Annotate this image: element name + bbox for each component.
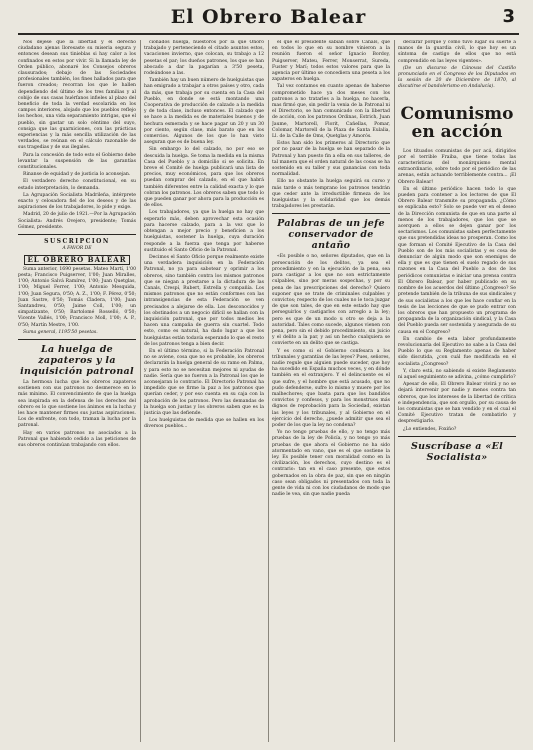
column-3 — [272, 40, 390, 744]
article-paragraph: Madrid, 20 de julio de 1921.—Por la Agrupación Socialista: Andrés Ovejero, presidente; Tomás Gómez, presidente. — [18, 212, 136, 230]
article-paragraph: La Agrupación Socialista Madrileña, intérprete exacto y celosadora fiel de los deseos y de las aspiraciones de los trabajadores, lo pide y exige. — [18, 192, 136, 211]
article-paragraph: Estos han sido los primeros al Directorio que por no pasar de la huelga se han separado de la Patronal y han puesto fin a ella en sus talleres, de tal manera que el orden natural de las cosas se ha sostenido en su taller y sus ganancias con toda normalidad. — [272, 141, 390, 178]
subscription-heading: SUSCRIPCION — [44, 238, 110, 246]
masthead — [18, 6, 519, 32]
article-paragraph: El verdadero derecho constitucional, en su estado interpretación, lo demanda. — [18, 179, 136, 191]
article-paragraph: En el último periódico hacen todo lo que pueden para contener a los lectores de que El Obrero Balear transmite su propaganda. ¿Cómo se explicaba esto? Solo se puede ver en el deseo de la Dirección comunista de que en una parte al menos de los trabajadores, que los que se acerquen a ellos se dejen ganar por los sectarismos. Los comunistas saben perfectamente que sus pretendidas ideas no prosperan. Como los que forman el Comité Ejecutivo de la Casa del Pueblo son de los más socialistas y es cosa de denunciar de algún modo que son enemigos de ella y que es que tienen el suelo regado de sus razones en la Casa del Pueblo a dos de los periódicos comunistas e iniciar una prensa contra El Obrero Balear, por haber publicado en su nombre de los acuerdos del último ¿Congreso? Se pretende también de la tribuna de sus sindicales y de sus socialistas a los que les hace confiar en la tesis de las lecciones de que se pudo entrar con los obreros que han propuesto un programa de propaganda de la organización sindical, y la Casa del Pueblo pueda ser sostenida y asegurada de su causa en el Congreso? — [398, 186, 516, 335]
newspaper-title: El Obrero Balear — [170, 6, 367, 28]
subscription-paper-name: EL OBRERO BALEAR — [24, 255, 130, 265]
article-paragraph: En cambio de esta labor profundamente revolucionaria del Ejecutivo no sabe a la Casa del Pueblo lo que su Reglamento apenas de haber sido discutida, ¿con cuál fue modificada en el socialista ¿Congreso? — [398, 336, 516, 367]
article-paragraph: También hay un buen número de huelguistas que han emigrado a trabajar a otros países y otro, cada da más, que trabaja por su cuenta en la Casa del Pueblo, en donde se está montando una Cooperativa de producción de calzado a la medida y de toda clase, incluso entonces. El calzado que se hace a la medida es de materiales buenos y de hechura esmerada y se hace pagar un 20 y un 30 por ciento, según clase, más barato que en los comercios. Algunos de los que lo han visto aseguran que es de buena ley. — [144, 78, 264, 146]
column-divider — [268, 40, 269, 742]
article-paragraph: Decimos el Santo Oficio porque realmente existe una verdadera inquisición en la Federación Patronal, no ya para sabotear y oprimir a los obreros, sino también contra los mismos patronos que se niegan a prestarse a la dictadura de las Canals, Crespí, Rubert, Estrella y compañía. Los mismos patronos que no están conformes con las intransigencias de esta Federación se ven precisados a alejarse de ella. Los desconocidos y los obstinados a un negocio difícil se hallan con la inquisición patronal, que por todos medios les hacen una campaña de guerra sin cuartel. Todo esto, como es natural, ha dado lugar a que los huelguistas están todavía esperando lo que el resto de los patronos tenga a bien decir. — [144, 254, 264, 347]
column-divider — [394, 40, 395, 742]
article-paragraph: Los huelguistas de medida que se hallen en los diversos pueblos... — [144, 418, 264, 430]
subscription-total: Suma general, 1195'50 pesetas. — [23, 329, 98, 335]
column-4 — [398, 40, 516, 744]
article-headline: Comunismo en acción — [400, 103, 514, 142]
article-paragraph: Apesar de ello, El Obrero Balear vivirá y no se dejará intervenir por nadie y menos contra tan obreros, que los intereses de la libertad de crítica e independencia, que son orgullo, por su causa de los comunistas que se han vendido y en el cual el Comité Ejecutivo tratan de combatirlo y desprestigiarlo. — [398, 382, 516, 425]
quote-source: (De un discurso de Cánovas del Castillo pronunciado en el Congreso de los Diputados en la sesión de 20 de Diciembre de 1870, al discutirse el bandolerismo en Andalucía). — [398, 65, 516, 90]
section-rule — [18, 339, 136, 340]
section-rule — [272, 213, 390, 214]
section-rule — [18, 234, 136, 235]
article-paragraph: Sin embargo lo del calzado, no por eso se descuida la huelga. Se toma la medida en la misma Casa del Pueblo y a domicilio si se solicita. En breve el Comité de huelga publicará una lista de precios, muy económicos, para que los obreros puedan comprar del calzado, en el que habrá también diferentes entre la calidad exacta y lo que cobran los patronos. Los obreros saben que todo lo que pueden ganar por ahora para la producción es de ellos. — [144, 147, 264, 209]
article-paragraph: Y, claro está, no sabiendo si existe Reglamento ni aquel seguimiento se adivina, ¿cómo cumplirlo? — [398, 368, 516, 380]
quote-paragraph: declarar porque y como tuvo lugar su suerte a manos de la guardia civil, lo que hoy es un síntoma de castigo de ellos que no está comprendido en las leyes vigentes». — [398, 40, 516, 64]
article-headline: La huelga de zapateros y la inquisición patronal — [20, 343, 134, 377]
article-paragraph: ¿Lo entiendes, Foxiño? — [403, 426, 457, 432]
article-paragraph: cionados huelga, huéstoros por la que Oñoro trabajado y perteneciendo el citado asuntos estos, vacaciones invierno, que colocan, su trabajo a 12 pesetas el par; los dueños patrones, los que se han abocado a dar la pagarían a 3'50 peseta, rodeándose a las. — [144, 40, 264, 77]
article-paragraph: Ello no obstante la huelga seguirá su curso y más tarde o más temprano los patronos tendrán que ceder ante la irreductible firmeza de los huelguistas y la solidaridad que los demás trabajadores les prestarán. — [272, 179, 390, 210]
article-headline: Palabras de un jefe conservador de antaño — [277, 218, 385, 252]
column-divider — [140, 40, 141, 742]
section-rule — [398, 436, 516, 437]
subscribe-notice: Suscríbase a «El Socialista» — [410, 440, 504, 463]
article-paragraph: En el último término, si la Federación Patronal no se aviene, cosa que no es probable, los obreros declararán la huelga general de su ramo en Palma, y para esto no se necesitan mejores ni ayudas de nadie. Sería que no fueron a la Patronal los que le aconsejaran lo contrario. El Directorio Patronal ha impedido que se firme la paz a los patronos que querían ceder, y por eso cuenta en su caja con la aprobación de los patronos. Pero las demandas de la huelga son justas y los obreros saben que es la justicia que las defiende. — [144, 348, 264, 416]
column-1 — [18, 40, 136, 744]
article-paragraph: Nos dejese que la libertad y el derecho ciudadano ajenas lloresaste su miseria segura y entonces desean sus tinieblas si hay calor a los confinados en estos por vivir. Si la llamada ley de Orden público, abonaré los Consejos obreros clausurados; debajo de las Sociedades profesionales también, los fines hallados para que fueron creados; recorran los que le hallen dependiendo del último de los tres familias y al cobijo de sus casas huérfanos infieles al plazo del beneficio de toda la verdad escolarida en los campos interiores, alojado que los pueblos reflejo los hechos, una vida separamiento intrigas, que el pueblo, sin gastar un solo céntimo del suyo, consiga que las guarniciones, con las prácticas experiencias y la más sencilla utilización de las verdades, se reúnan en el cálculo razonable de sus tragedias y de sus ilegales. — [18, 40, 136, 151]
masthead-rule — [18, 33, 519, 35]
subscription-subheading: A FAVOR DE — [62, 246, 92, 252]
quote-paragraph: «Es posible o no, señores diputados, que en la persecución de los delitos, ya sea el procedimiento y en la ejecución de la pena, sea para castigar a los que no son estrictamente culpables, sino por meras sospechas, y por su pena de las prescripciones del derecho? Quiero suponer que se trate de criminales culpables y convictos; respecto de los cuales no le toca juzgar de que son tales, de que en este estado hay que perseguirlos y castigarlos con arreglo a la ley; pero es que de un modo u otro se deja a la autoridad. Tales como sucede, algunos vienen con pena, pero sin el debido procedimiento, sin juicio y el delito a la par, y así un hecho cualquiera se convierte en un delito que se castiga. — [272, 254, 390, 347]
article-paragraph: Para la concesión de todo esto el Gobierno debe levantar la suspensión de las garantías constitucionales. — [18, 152, 136, 171]
quote-paragraph: Yo no tengo pruebas de ello, y no tengo más pruebas de la ley de Policía, y no tengo yo más pruebas de que ahora el Gobierno no ha sido atormentado en vano, que es el que sostiene la ley. Es posible tener con moralidad como en la civilización, los derechos, cuyo destino es el contrario: tan en el caso presente, que estos gobernados en la obra de paz, sin que en ningún caso sean obligados ni presentados con toda la gente de vida ni con los ciudadanos de modo que nadie le vea, sin que nadie pueda — [272, 430, 390, 498]
article-paragraph: Tal vez contamos en cuanto apenas de haberse comprometido hace ya dos meses con los patronos a no tratarles a la huelga, no hacerla, mas firmó que, sin pedir la venia de la Patronal ni el Directorio, se han comunicado con la libertad de acción, con los patronos Ordinas, Estrich, Juan Jaume, Martorell, Florit, Cañellas, Pomar, Colomar, Martorell de la Plaza de Santa Eulalia, Ll. de la Calle de Oms, Quetglas y Amorós. — [272, 84, 390, 140]
page-number: 3 — [502, 6, 515, 27]
subscription-list: Suma anterior, 1690 pesetas. Mateo Martí, 1'00 pesta; Francisco Puigserver, 1'00; Juan Miralles, 1'00; Antonio Salvá Ramírez, 1'00; Juan Quetglas, 1'00; Miguel Ferrer, 1'00; Antonio Mesquida, 1'00; Juan Segura, 0'50; A. Z., 1'00; F. Pérez, 0'50; Juan Sastre, 0'50; Tomás Cladera, 1'00; Juan Santandreu, 0'50; Jaime Coll, 1'00; un simpatizante, 0'50; Bartolomé Rosselló, 0'50; Vicente Vallés, 1'00; Francisco Moll, 1'00; A. P., 0'50; Martín Mestre, 1'00. — [18, 266, 136, 328]
article-paragraph: La hermosa lucha que los obreros zapateros sostienen con sus patronos no desmerece en lo más mínimo. El convencimiento de que la huelga sea inspirada en la defensa de los derechos del obrero es lo que sostiene los ánimos en la lucha y les hace mantener firmes sus justas aspiraciones. Los de enfrente, con todo, traman la lucha por la patronal. — [18, 379, 136, 429]
article-paragraph: Los tituados comunistas de por acá, dirigidos por el terrible Fraiba, que tiene todas las características del monárquismo mental extraordinario, sobre todo por el periódico de las arenas, están actuando terriblemente contra... ¡El Obrero Balear! — [398, 148, 516, 185]
quote-paragraph: Y es como si el Gobierno confesara a los tribunales y garantías de las leyes? Pues, señores, nadie regule que alguien puede suceder, que hoy ha sucedido en España muchos veces, y en dónde también en el extranjero. Y el delincuente es el que sufre, y el hombre que está acusado, que no pudo defenderse, sufre lo mismo y muere por los malhechores; que basta para que los bandidos convictos y confesos, y para los monstruos más dignos de reprobación para la Sociedad, existan las leyes y los tribunales, y al Gobierno en el ejercicio del derecho, ¿puede admitir que sea el poder de los que la ley no condena? — [272, 348, 390, 428]
article-paragraph: Los trabajadores, ya que la huelga no hay que esperarlo más, deben aprovechar esta ocasión para hacerse calzado, para a la vez que lo obtengan a mejor precio y beneficien a los huelguistas, sostener la huelga, cuya duración responde a la fuerza que tenga por haberse sustituido el Santo Oficio de la Patronal. — [144, 210, 264, 253]
column-2 — [144, 40, 264, 744]
article-paragraph: Hay en varios patronos no asociados a la Patronal que habiendo cedido a las peticiones de sus obreros continúan trabajando con ellos. — [18, 430, 136, 448]
article-paragraph: el que el presidente sabían sobre Canals, que en todos lo que en su nombre vinieron a la reunión fueron el señor Ignacio Bordoy, Puigserver, Mateu, Ferrer, Monserrat, Sureda, Fuster y Marí; todos estos valores para que la agencia por último se concediera una peseta a los zapateros en huelga. — [272, 40, 390, 83]
article-paragraph: Rinanse de equidad y de justicia lo aconsejan. — [23, 172, 131, 178]
